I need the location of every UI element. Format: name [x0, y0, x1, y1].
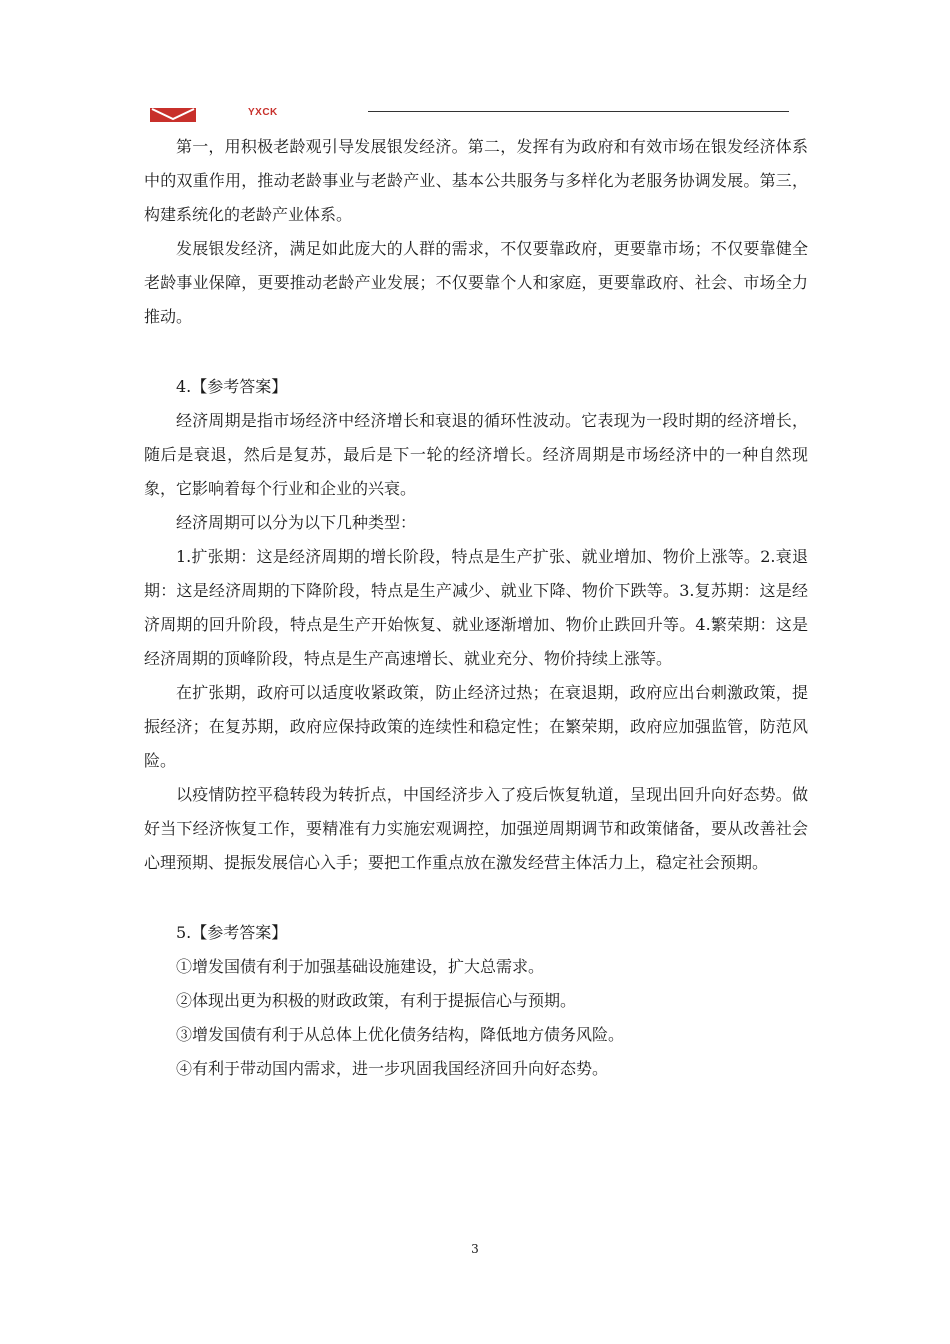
- page-header: [0, 0, 950, 130]
- header-rule: [368, 111, 789, 112]
- paragraph: 第一，用积极老龄观引导发展银发经济。第二，发挥有为政府和有效市场在银发经济体系中的双重作用，推动老龄事业与老龄产业、基本公共服务与多样化为老服务协调发展。第三，构建系统化的老龄产业体系。: [144, 137, 808, 224]
- page-number: 3: [471, 1242, 479, 1256]
- list-item: ③增发国债有利于从总体上优化债务结构，降低地方债务风险。: [176, 1025, 625, 1044]
- brand-text: YXCK: [248, 107, 278, 118]
- list-item: ①增发国债有利于加强基础设施建设，扩大总需求。: [176, 957, 545, 976]
- list-item: ④有利于带动国内需求，进一步巩固我国经济回升向好态势。: [176, 1059, 609, 1078]
- section-heading: 5.【参考答案】: [176, 923, 288, 942]
- paragraph: 发展银发经济，满足如此庞大的人群的需求，不仅要靠政府，更要靠市场；不仅要靠健全老龄事业保障，更要推动老龄产业发展；不仅要靠个人和家庭，更要靠政府、社会、市场全力推动。: [144, 239, 808, 326]
- paragraph: 经济周期可以分为以下几种类型：: [176, 513, 417, 532]
- paragraph: 以疫情防控平稳转段为转折点，中国经济步入了疫后恢复轨道，呈现出回升向好态势。做好当下经济恢复工作，要精准有力实施宏观调控，加强逆周期调节和政策储备，要从改善社会心理预期、提振发展信心入手；要把工作重点放在激发经营主体活力上，稳定社会预期。: [144, 785, 808, 872]
- logo-envelope-icon: [150, 108, 196, 122]
- list-item: ②体现出更为积极的财政政策，有利于提振信心与预期。: [176, 991, 577, 1010]
- paragraph: 经济周期是指市场经济中经济增长和衰退的循环性波动。它表现为一段时期的经济增长，随后是衰退，然后是复苏，最后是下一轮的经济增长。经济周期是市场经济中的一种自然现象，它影响着每个行业和企业的兴衰。: [144, 411, 808, 498]
- document-body: [144, 130, 808, 1086]
- section-heading: 4.【参考答案】: [176, 377, 288, 396]
- paragraph: 在扩张期，政府可以适度收紧政策，防止经济过热；在衰退期，政府应出台刺激政策，提振经济；在复苏期，政府应保持政策的连续性和稳定性；在繁荣期，政府应加强监管，防范风险。: [144, 683, 808, 770]
- paragraph: 1.扩张期：这是经济周期的增长阶段，特点是生产扩张、就业增加、物价上涨等。2.衰退期：这是经济周期的下降阶段，特点是生产减少、就业下降、物价下跌等。3.复苏期：这是经济周期的回升阶段，特点是生产开始恢复、就业逐渐增加、物价止跌回升等。4.繁荣期：这是经济周期的顶峰阶段，特点是生产高速增长、就业充分、物价持续上涨等。: [144, 547, 808, 668]
